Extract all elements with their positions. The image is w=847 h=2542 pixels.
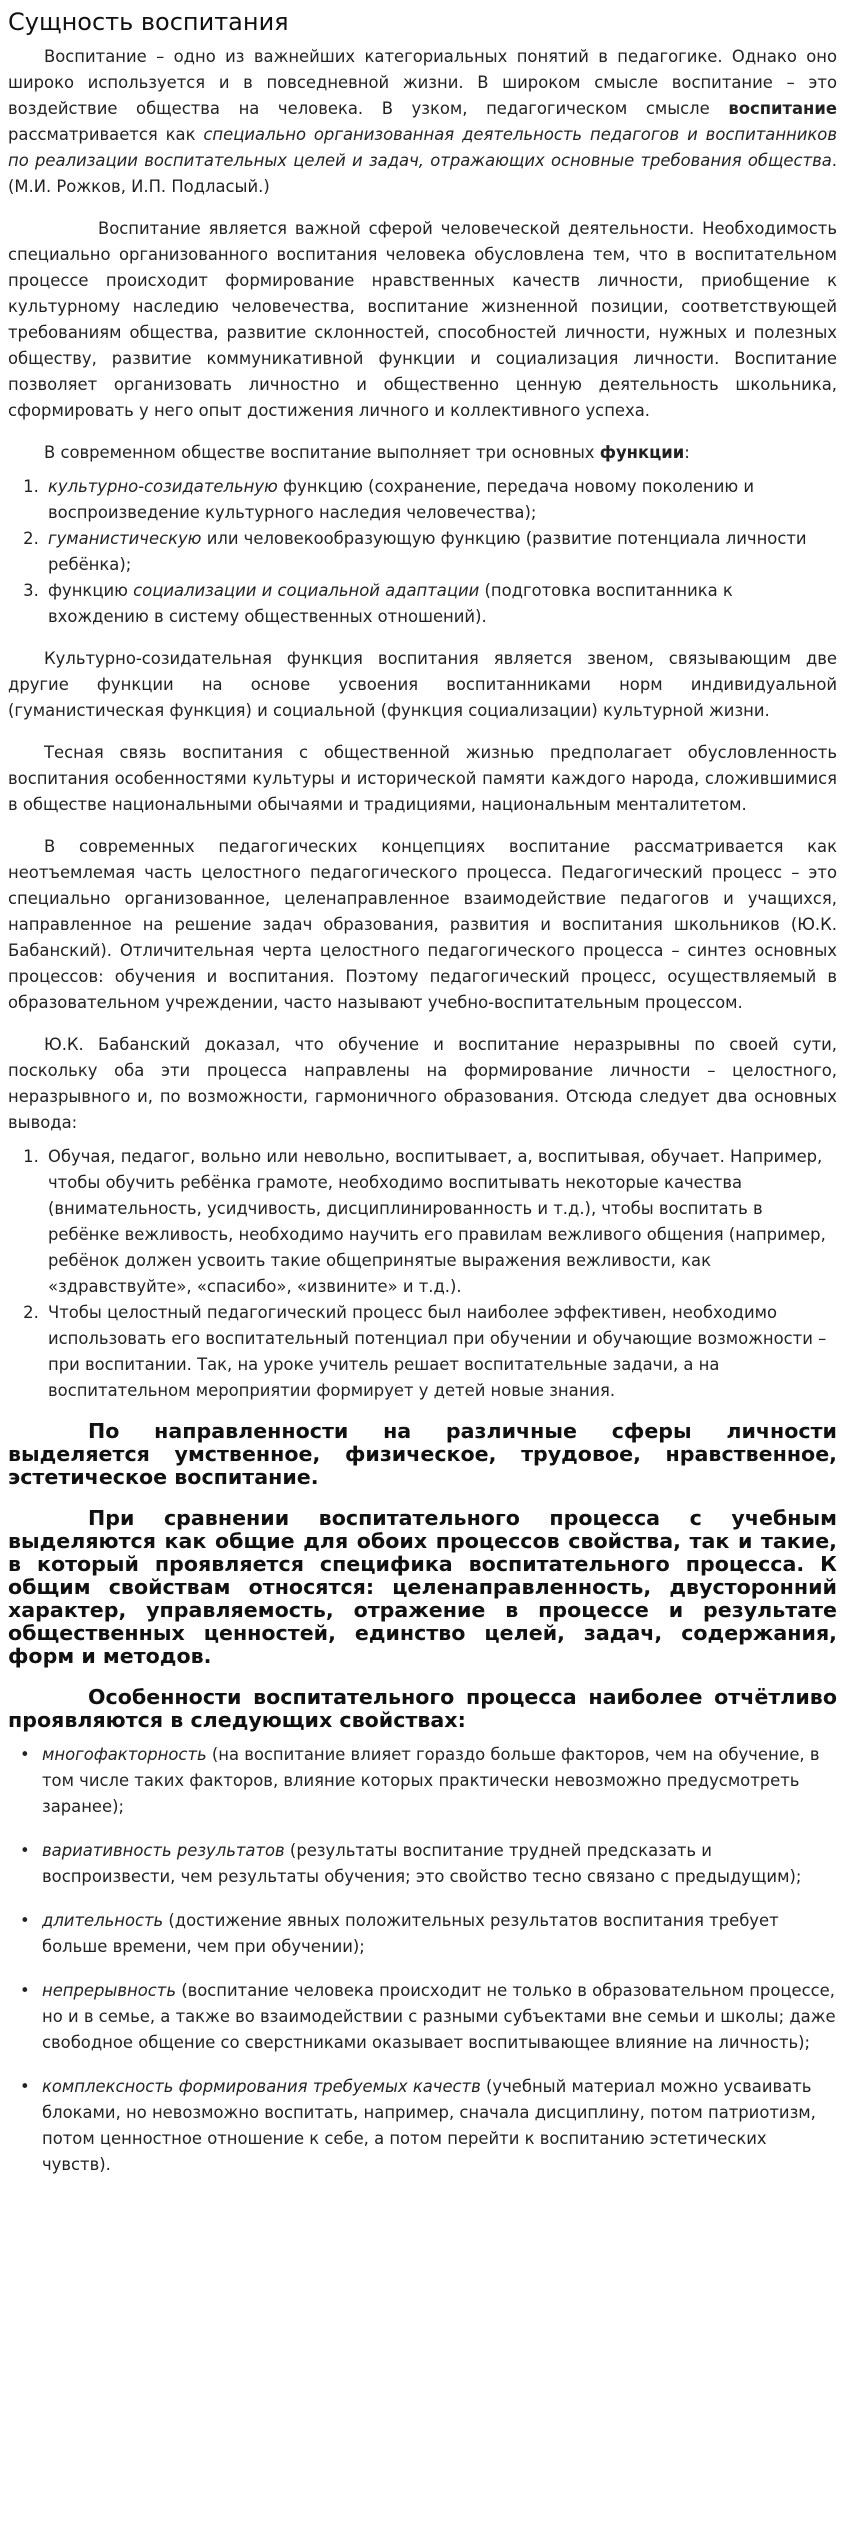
functions-list [8,474,837,630]
paragraph-definition [8,44,837,200]
list-item [44,526,837,578]
text-span: (результаты воспитание трудней предсказать и воспроизвести, чем результаты обучения; это свойство тесно связано с предыдущим); [42,1841,802,1886]
bold-statement-features: Особенности воспитательного процесса наиболее отчётливо проявляются в следующих свойствах: [8,1685,837,1732]
text-span: : [684,443,690,462]
paragraph-functions-link: Культурно-созидательная функция воспитания является звеном, связывающим две другие функции на основе усвоения воспитанниками норм индивидуальной (гуманистическая функция) и социальной (функция социализации) культурной жизни. [8,649,837,720]
italic-term: многофакторность [42,1745,207,1764]
paragraph-importance: Воспитание является важной сферой человеческой деятельности. Необходимость специально организованного воспитания человека обусловлена тем, что в воспитательном процессе происходит формирование нравственных качеств личности, приобщение к культурному наследию человечества, воспитание жизненной позиции, соответствующей требованиям общества, развитие склонностей, способностей личности, нужных и полезных обществу, развитие коммуникативной функции и социализация личности. Воспитание позволяет организовать личностно и общественно ценную деятельность школьника, сформировать у него опыт достижения личного и коллективного успеха. [8,219,837,420]
page-title: Сущность воспитания [8,8,289,36]
list-item [44,578,837,630]
text-span: (на воспитание влияет гораздо больше факторов, чем на обучение, в том числе таких факторов, влияние которых практически невозможно предусмотреть заранее); [42,1745,820,1816]
bullet-icon: • [20,1981,30,2000]
paragraph-pedagogical-process: В современных педагогических концепциях воспитание рассматривается как неотъемлемая часть целостного педагогического процесса. Педагогический процесс – это специально организованное, целенаправленное взаимодействие педагогов и учащихся, направленное на решение задач образования, развития и воспитания школьников (Ю.К. Бабанский). Отличительная черта целостного педагогического процесса – синтез основных процессов: обучения и воспитания. Поэтому педагогический процесс, осуществляемый в образовательном учреждении, часто называют учебно-воспитательным процессом. [8,837,837,1012]
bullet-icon: • [20,1745,30,1764]
text-span: функцию [48,581,134,600]
properties-list [8,1742,837,2178]
paragraph-culture: Тесная связь воспитания с общественной жизнью предполагает обусловленность воспитания особенностями культуры и исторической памяти каждого народа, сложившимися в обществе национальными обычаями и традициями, национальным менталитетом. [8,743,837,814]
bold-statement-directions: По направленности на различные сферы личности выделяется умственное, физическое, трудовое, нравственное, эстетическое воспитание. [8,1419,837,1489]
paragraph-babansky: Ю.К. Бабанский доказал, что обучение и воспитание неразрывны по своей сути, поскольку оба эти процесса направлены на формирование личности – целостного, неразрывного и, по возможности, гармоничного образования. Отсюда следует два основных вывода: [8,1035,837,1132]
bold-term: воспитание [728,99,837,118]
text-span: (подготовка воспитанника к вхождению в систему общественных отношений). [48,581,733,626]
paragraph-functions-intro [8,440,837,466]
list-item [20,1838,837,1890]
italic-term: гуманистическую [48,529,202,548]
bullet-icon: • [20,1911,30,1930]
italic-term: комплексность формирования требуемых качеств [42,2077,481,2096]
italic-term: непрерывность [42,1981,176,2000]
list-item [20,1908,837,1960]
list-item: 1. Обучая, педагог, вольно или невольно, воспитывает, а, воспитывая, обучает. Например, чтобы обучить ребёнка грамоте, необходимо воспитывать некоторые качества (внимательность, усидчивость, дисциплинированность и т.д.), чтобы воспитать в ребёнке вежливость, необходимо научить его правилам вежливого общения (например, ребёнок должен усвоить такие общепринятые выражения вежливости, как «здравствуйте», «спасибо», «извините» и т.д.). [44,1144,837,1300]
bullet-icon: • [20,1841,30,1860]
italic-definition: специально организованная деятельность педагогов и воспитанников по реализации воспитательных целей и задач, отражающих основные требования общества [8,125,837,170]
italic-term: социализации и социальной адаптации [133,581,480,600]
list-item [44,474,837,526]
text-span: (учебный материал можно усваивать блоками, но невозможно воспитать, например, сначала дисциплину, потом патриотизм, потом ценностное отношение к себе, а потом перейти к воспитанию эстетических чувств). [42,2077,816,2174]
conclusions-list [8,1144,837,1404]
bold-term: функции [599,443,685,462]
text-span: (достижение явных положительных результатов воспитания требует больше времени, чем при обучении); [42,1911,779,1956]
bold-statement-comparison: При сравнении воспитательного процесса с учебным выделяются как общие для обоих процессов свойства, так и такие, в который проявляется специфика воспитательного процесса. К общим свойствам относятся: целенаправленность, двусторонний характер, управляемость, отражение в процессе и результате общественных ценностей, единство целей, задач, содержания, форм и методов. [8,1506,837,1668]
italic-term: вариативность результатов [42,1841,285,1860]
text-span: функцию (сохранение, передача новому поколению и воспроизведение культурного наследия человечества); [48,477,755,522]
bullet-icon: • [20,2077,30,2096]
list-item [20,1742,837,1820]
list-item [20,1978,837,2056]
list-item: 2. Чтобы целостный педагогический процесс был наиболее эффективен, необходимо использовать его воспитательный потенциал при обучении и обучающие возможности – при воспитании. Так, на уроке учитель решает воспитательные задачи, а на воспитательном мероприятии формирует у детей новые знания. [44,1300,837,1404]
text-span: рассматривается как [8,125,204,144]
citation: . (М.И. Рожков, И.П. Подласый.) [8,151,837,196]
text-span: В современном обществе воспитание выполняет три основных [44,443,600,462]
italic-term: длительность [42,1911,164,1930]
text-span: или человекообразующую функцию (развитие потенциала личности ребёнка); [48,529,807,574]
italic-term: культурно-созидательную [48,477,278,496]
list-item [20,2074,837,2178]
text-span: Воспитание – одно из важнейших категориальных понятий в педагогике. Однако оно широко используется и в повседневной жизни. В широком смысле воспитание – это воздействие общества на человека. В узком, педагогическом смысле [8,47,837,118]
text-span: (воспитание человека происходит не только в образовательном процессе, но и в семье, а также во взаимодействии с разными субъектами вне семьи и школы; даже свободное общение со сверстниками оказывает воспитывающее влияние на личность); [42,1981,836,2052]
